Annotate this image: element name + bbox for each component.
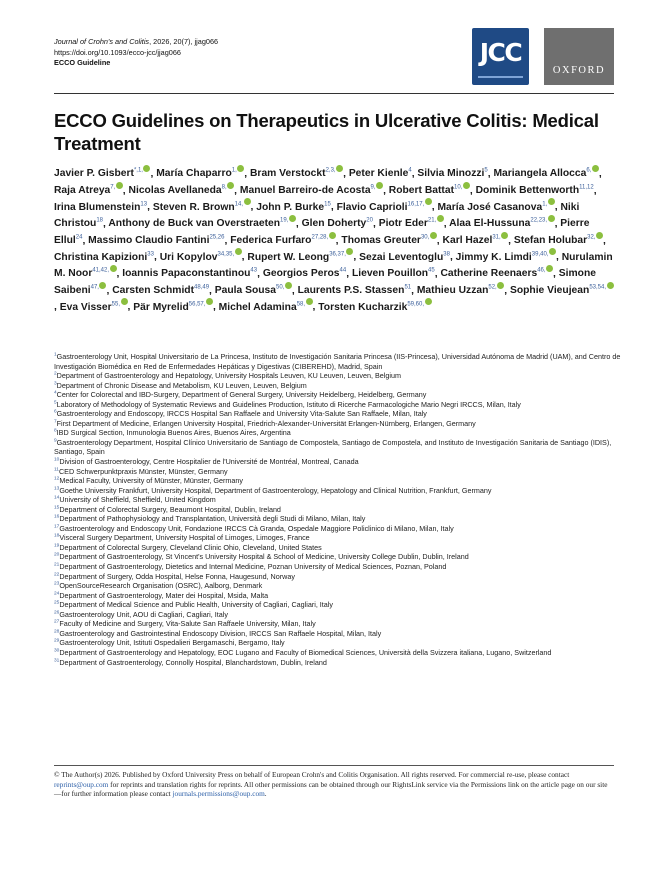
author-name[interactable]: Laurents P.S. Stassen — [297, 285, 405, 297]
affiliation-item — [54, 371, 624, 381]
author-entry — [263, 268, 346, 279]
affiliation-text: CED Schwerpunktpraxis Münster, Münster, Germany — [58, 466, 228, 476]
author-affiliation-ref[interactable]: 20 — [366, 218, 373, 225]
affiliation-item — [54, 381, 624, 391]
author-name[interactable]: Stefan Holubar — [513, 235, 588, 247]
affiliation-item — [54, 533, 624, 543]
affiliation-text: Gastroenterology Unit, Istituti Ospedalieri Bergamaschi, Bergamo, Italy — [59, 638, 285, 648]
author-name[interactable]: Alaa El-Hussuna — [449, 218, 531, 230]
author-name[interactable]: Jimmy K. Limdi — [455, 251, 532, 263]
article-section: ECCO Guideline — [54, 58, 111, 68]
affiliation-text: Department of Medical Science and Public Health, University of Cagliari, Cagliari, Italy — [59, 600, 333, 610]
author-affiliation-ref[interactable]: 11,12 — [579, 184, 594, 191]
orcid-icon[interactable] — [548, 215, 555, 222]
affiliation-number: 23 — [54, 581, 60, 587]
author-name[interactable]: Pierre Ellul — [54, 218, 590, 247]
author-affiliation-ref[interactable]: 18 — [96, 218, 104, 225]
article-title: ECCO Guidelines on Therapeutics in Ulcerative Colitis: Medical Treatment — [54, 110, 599, 154]
author-entry — [129, 185, 235, 196]
orcid-icon[interactable] — [425, 198, 432, 205]
jcc-logo-bar — [478, 76, 523, 78]
affiliation-text: Department of Pathophysiology and Transplantation, Università degli Studi di Milano, Milan, Italy — [59, 514, 366, 524]
author-affiliation-ref[interactable]: 58, — [296, 301, 306, 308]
jcc-logo — [472, 28, 529, 85]
affiliation-number: 8 — [54, 428, 57, 434]
orcid-icon[interactable] — [425, 298, 432, 305]
author-affiliation-ref[interactable]: 56,57, — [188, 301, 206, 308]
affiliation-item — [54, 629, 624, 639]
author-name[interactable]: Michel Adamina — [218, 301, 297, 313]
author-entry — [417, 168, 487, 179]
affiliation-text: IBD Surgical Section, Inmunologia Buenos Aires, Buenos Aires, Argentina — [56, 428, 291, 438]
author-affiliation-ref[interactable]: 21, — [427, 218, 437, 225]
affiliation-text: Gastroenterology and Endoscopy Unit, Fondazione IRCCS Cà Granda, Ospedale Maggiore Policlinico di Milano, Milan, Italy — [59, 523, 454, 533]
author-affiliation-ref[interactable]: 48,49 — [194, 284, 210, 291]
affiliation-number: 20 — [54, 553, 60, 559]
orcid-icon[interactable] — [110, 265, 117, 272]
affiliation-item — [54, 514, 624, 524]
affiliation-list — [54, 352, 624, 667]
orcid-icon[interactable] — [549, 248, 556, 255]
author-name[interactable]: Manuel Barreiro-de Acosta — [239, 185, 371, 197]
orcid-icon[interactable] — [285, 282, 292, 289]
author-entry — [417, 285, 504, 296]
author-entry — [153, 202, 251, 213]
affiliation-text: First Department of Medicine, Erlangen University Hospital, Friedrich-Alexander-Universität Erlangen-Nürnberg, Erlangen, Germany — [56, 418, 476, 428]
author-entry — [443, 235, 509, 246]
author-affiliation-ref[interactable]: 10, — [454, 184, 463, 191]
author-entry — [240, 185, 383, 196]
orcid-icon[interactable] — [497, 282, 504, 289]
author-entry — [215, 285, 292, 296]
orcid-icon[interactable] — [346, 248, 353, 255]
author-entry — [60, 302, 128, 313]
affiliation-number: 21 — [54, 562, 60, 568]
affiliation-item — [54, 428, 624, 438]
orcid-icon[interactable] — [463, 182, 470, 189]
affiliation-number: 14 — [54, 495, 60, 501]
affiliation-item — [54, 390, 624, 400]
author-name[interactable]: Lieven Pouillon — [351, 268, 429, 280]
journal-header — [54, 37, 218, 69]
affiliation-text: Gastroenterology Department, Hospital Clínico Universitario de Santiago de Compostela, Santiago de Compostela, and Instituto de Investigación Sanitaria de Santiago (IDIS), Santiago, Spain — [54, 437, 612, 457]
author-affiliation-ref[interactable]: 1, — [542, 201, 548, 208]
author-affiliation-ref[interactable]: 5 — [484, 168, 488, 174]
author-affiliation-ref[interactable]: 7, — [110, 184, 116, 191]
orcid-icon[interactable] — [306, 298, 313, 305]
affiliation-number: 1 — [54, 352, 57, 358]
author-name[interactable]: Rupert W. Leong — [247, 251, 330, 263]
affiliation-number: 25 — [54, 600, 60, 606]
affiliation-number: 27 — [54, 619, 60, 625]
affiliation-number: 2 — [54, 371, 57, 377]
author-name[interactable]: Pär Myrelid — [133, 301, 189, 313]
footer-divider — [54, 765, 614, 766]
affiliation-text: OpenSourceResearch Organisation (OSRC), Aalborg, Denmark — [59, 581, 263, 591]
affiliation-text: Department of Gastroenterology, Dietetics and Internal Medicine, Poznan University of Medical Sciences, Poznan, Poland — [59, 562, 447, 572]
affiliation-number: 11 — [54, 467, 59, 473]
author-affiliation-ref[interactable]: 46, — [537, 268, 546, 275]
author-entry — [54, 168, 150, 179]
author-entry — [122, 268, 257, 279]
affiliation-item — [54, 486, 624, 496]
affiliation-text: Department of Colorectal Surgery, Cleveland Clinic Ohio, Cleveland, United States — [59, 542, 322, 552]
author-affiliation-ref[interactable]: 4 — [408, 168, 412, 174]
author-affiliation-ref[interactable]: 47, — [90, 284, 99, 291]
affiliation-text: Visceral Surgery Department, University Hospital of Limoges, Limoges, France — [59, 533, 310, 543]
author-entry — [440, 268, 553, 279]
affiliation-text: Faculty of Medicine and Surgery, Vita-Salute San Raffaele University, Milan, Italy — [59, 619, 316, 629]
jcc-logo-text: JCC — [479, 38, 522, 67]
author-entry — [247, 252, 353, 263]
author-affiliation-ref[interactable]: 32, — [587, 234, 596, 241]
affiliation-text: Gastroenterology Unit, AOU di Cagliari, Cagliari, Italy — [59, 609, 228, 619]
author-entry — [54, 252, 154, 263]
author-entry — [156, 168, 244, 179]
orcid-icon[interactable] — [546, 265, 553, 272]
author-name[interactable]: Simone Saibeni — [54, 268, 596, 297]
author-entry — [54, 202, 147, 213]
author-name[interactable]: Federica Furfaro — [230, 235, 312, 247]
author-name[interactable]: Javier P. Gisbert — [54, 168, 134, 180]
header-divider — [54, 93, 614, 94]
author-entry — [359, 252, 450, 263]
journal-citation — [54, 37, 218, 48]
orcid-icon[interactable] — [116, 182, 123, 189]
author-name[interactable]: Torsten Kucharzik — [318, 301, 408, 313]
author-name[interactable]: Dominik Bettenworth — [475, 185, 580, 197]
author-name[interactable]: Uri Kopylov — [159, 251, 218, 263]
affiliation-item — [54, 467, 624, 477]
author-name[interactable]: Nicolas Avellaneda — [128, 185, 222, 197]
author-affiliation-ref[interactable]: 43 — [250, 268, 258, 275]
author-affiliation-ref[interactable]: 34,35, — [217, 251, 235, 258]
affiliation-number: 10 — [54, 457, 60, 463]
author-name[interactable]: Carsten Schmidt — [112, 285, 195, 297]
author-affiliation-ref[interactable]: 15 — [324, 201, 331, 208]
affiliation-number: 18 — [54, 534, 60, 539]
citation-details: , 2026, 20(7), jjag066 — [149, 37, 219, 46]
author-entry — [389, 185, 470, 196]
oxford-logo — [544, 28, 614, 85]
author-affiliation-ref[interactable]: 8, — [221, 184, 227, 191]
affiliation-item — [54, 543, 624, 553]
affiliation-text: Medical Faculty, University of Münster, Münster, Germany — [59, 476, 243, 486]
affiliation-text: Department of Chronic Disease and Metabolism, KU Leuven, Leuven, Belgium — [56, 380, 307, 390]
affiliation-text: Goethe University Frankfurt, University Hospital, Department of Gastroenterology, Hepatology and Clinical Nutrition, Frankfurt, Germany — [59, 485, 492, 495]
orcid-icon[interactable] — [376, 182, 383, 189]
author-entry — [510, 285, 614, 296]
affiliation-item — [54, 400, 624, 410]
author-name[interactable]: Silvia Minozzi — [417, 168, 485, 180]
affiliation-item — [54, 572, 624, 582]
orcid-icon[interactable] — [99, 282, 106, 289]
affiliation-number: 22 — [54, 572, 60, 578]
author-name[interactable]: Christina Kapizioni — [54, 251, 148, 263]
affiliation-item — [54, 658, 624, 668]
affiliation-number: 30 — [54, 648, 60, 654]
author-name[interactable]: Georgios Peros — [262, 268, 340, 280]
copyright-notice — [54, 770, 614, 799]
author-entry — [230, 235, 335, 246]
author-name[interactable]: Sezai Leventoglu — [359, 251, 444, 263]
author-entry — [256, 202, 331, 213]
orcid-icon[interactable] — [437, 215, 444, 222]
author-entry — [493, 168, 598, 179]
author-affiliation-ref[interactable]: 45 — [428, 268, 435, 275]
author-affiliation-ref[interactable]: 41,42, — [92, 268, 110, 275]
orcid-icon[interactable] — [244, 198, 251, 205]
affiliation-item — [54, 648, 624, 658]
author-entry — [349, 168, 412, 179]
orcid-icon[interactable] — [501, 232, 508, 239]
author-affiliation-ref[interactable]: 51 — [404, 284, 412, 291]
affiliation-number: 12 — [54, 476, 60, 482]
affiliation-text: Department of Gastroenterology and Hepatology, University Hospitals Leuven, KU Leuven, Leuven, Belgium — [56, 371, 401, 381]
orcid-icon[interactable] — [235, 248, 242, 255]
orcid-icon[interactable] — [336, 165, 343, 172]
author-affiliation-ref[interactable]: 9, — [370, 184, 376, 191]
orcid-icon[interactable] — [596, 232, 603, 239]
affiliation-number: 19 — [54, 543, 60, 549]
author-affiliation-ref[interactable]: 36,37, — [329, 251, 346, 258]
affiliation-text: Department of Gastroenterology, St Vincent's University Hospital & School of Medicine, University College Dublin, Dublin, Ireland — [59, 552, 469, 562]
author-name[interactable]: Paula Sousa — [214, 285, 277, 297]
affiliation-number: 28 — [54, 629, 60, 635]
affiliation-text: Department of Gastroenterology, Mater dei Hospital, Msida, Malta — [59, 590, 269, 600]
author-entry — [318, 302, 431, 313]
affiliation-number: 26 — [54, 610, 60, 616]
doi-link[interactable]: https://doi.org/10.1093/ecco-jcc/jjag066 — [54, 47, 181, 57]
affiliation-text: Gastroenterology and Endoscopy, IRCCS Hospital San Raffaele and University Vita-Salute San Raffaele, Milan, Italy — [56, 409, 427, 419]
affiliation-number: 5 — [54, 400, 57, 406]
author-name[interactable]: Irina Blumenstein — [54, 201, 141, 213]
author-entry — [108, 218, 296, 229]
copyright-text-3: . — [264, 789, 267, 799]
author-entry — [298, 285, 412, 296]
author-affiliation-ref[interactable]: 27,28, — [311, 234, 329, 241]
affiliation-item — [54, 591, 624, 601]
author-name[interactable]: Mathieu Uzzan — [416, 285, 489, 297]
author-affiliation-ref[interactable]: 1, — [231, 168, 237, 174]
author-name[interactable]: Peter Kienle — [348, 168, 409, 180]
affiliation-text: Division of Gastroenterology, Centre Hospitalier de l'Université de Montréal, Montreal, Canada — [59, 457, 359, 467]
affiliation-text: Department of Colorectal Surgery, Beaumont Hospital, Dublin, Ireland — [59, 504, 281, 514]
author-entry — [456, 252, 556, 263]
orcid-icon[interactable] — [237, 165, 244, 172]
author-entry — [437, 202, 554, 213]
oxford-logo-text: OXFORD — [552, 65, 606, 76]
affiliation-item — [54, 610, 624, 620]
author-entry — [250, 168, 343, 179]
reprints-email-link[interactable]: reprints@oup.com — [54, 779, 109, 789]
affiliation-number: 31 — [54, 658, 60, 664]
author-entry — [514, 235, 603, 246]
author-entry — [219, 302, 313, 313]
author-name[interactable]: Massimo Claudio Fantini — [88, 235, 210, 247]
author-name[interactable]: Ioannis Papaconstantinou — [122, 268, 251, 280]
author-affiliation-ref[interactable]: 33 — [147, 251, 154, 258]
affiliation-number: 17 — [54, 524, 60, 530]
author-name[interactable]: Robert Battat — [388, 185, 455, 197]
orcid-icon[interactable] — [548, 198, 555, 205]
author-entry — [337, 202, 432, 213]
affiliation-text: Center for Colorectal and IBD-Surgery, Department of General Surgery, University Heidelberg, Heidelberg, Germany — [56, 390, 427, 400]
affiliation-item — [54, 409, 624, 419]
author-entry — [476, 185, 594, 196]
orcid-icon[interactable] — [607, 282, 614, 289]
affiliation-item — [54, 476, 624, 486]
affiliation-number: 29 — [54, 639, 60, 645]
orcid-icon[interactable] — [206, 298, 213, 305]
author-name[interactable]: Mariangela Allocca — [493, 168, 587, 180]
author-name[interactable]: Catherine Reenaers — [440, 268, 538, 280]
author-name[interactable]: Karl Hazel — [442, 235, 493, 247]
affiliation-text: Gastroenterology and Gastrointestinal Endoscopy Division, IRCCS San Raffaele Hospital, Milan, Italy — [59, 628, 382, 638]
author-entry — [302, 218, 373, 229]
author-affiliation-ref[interactable]: 55, — [111, 301, 120, 308]
author-name[interactable]: María Chaparro — [156, 168, 232, 180]
affiliation-item — [54, 524, 624, 534]
author-affiliation-ref[interactable]: 31, — [492, 234, 501, 241]
affiliation-item — [54, 419, 624, 429]
author-affiliation-ref[interactable]: 39,40, — [531, 251, 549, 258]
author-name[interactable]: Bram Verstockt — [250, 168, 326, 180]
affiliation-number: 24 — [54, 591, 60, 597]
author-affiliation-ref[interactable]: 19, — [280, 218, 289, 225]
author-name[interactable]: Anthony de Buck van Overstraeten — [108, 218, 281, 230]
author-name[interactable]: Glen Doherty — [301, 218, 367, 230]
author-affiliation-ref[interactable]: 38 — [443, 251, 450, 258]
author-entry — [112, 285, 209, 296]
author-affiliation-ref[interactable]: 53,54, — [589, 284, 606, 291]
author-affiliation-ref[interactable]: 52, — [488, 284, 497, 291]
author-name[interactable]: Steven R. Brown — [152, 201, 235, 213]
affiliation-item — [54, 438, 624, 457]
author-name[interactable]: Eva Visser — [59, 301, 112, 313]
author-entry — [449, 218, 554, 229]
affiliation-item — [54, 562, 624, 572]
affiliation-item — [54, 619, 624, 629]
author-entry — [341, 235, 436, 246]
author-name[interactable]: Thomas Greuter — [341, 235, 421, 247]
affiliation-item — [54, 638, 624, 648]
author-entry — [352, 268, 435, 279]
author-entry — [133, 302, 213, 313]
affiliation-number: 6 — [54, 409, 57, 415]
affiliation-item — [54, 600, 624, 610]
affiliation-number: 16 — [54, 514, 60, 520]
author-entry — [379, 218, 444, 229]
orcid-icon[interactable] — [121, 298, 128, 305]
author-affiliation-ref[interactable]: 30, — [420, 234, 430, 241]
author-affiliation-ref[interactable]: 22,23, — [530, 218, 548, 225]
affiliation-item — [54, 495, 624, 505]
author-affiliation-ref[interactable]: 6, — [586, 168, 592, 174]
author-entry — [88, 235, 224, 246]
author-affiliation-ref[interactable]: 2,3, — [325, 168, 336, 174]
affiliation-item — [54, 352, 624, 371]
orcid-icon[interactable] — [143, 165, 150, 172]
affiliation-item — [54, 457, 624, 467]
affiliation-number: 3 — [54, 381, 57, 387]
author-affiliation-ref[interactable]: 44 — [339, 268, 347, 275]
orcid-icon[interactable] — [289, 215, 296, 222]
journal-name: Journal of Crohn's and Colitis — [54, 37, 150, 46]
affiliation-item — [54, 552, 624, 562]
affiliation-number: 13 — [54, 486, 60, 492]
author-entry — [160, 252, 242, 263]
author-name[interactable]: María José Casanova — [437, 201, 543, 213]
author-affiliation-ref[interactable]: *,1, — [133, 168, 143, 174]
affiliation-text: Gastroenterology Unit, Hospital Universitario de La Princesa, Instituto de Investigación Sanitaria Princesa (IIS-Princesa), Universidad Autónoma de Madrid (UAM), and Centro de Investigación Biomédica en Red de Enfermedades Hepáticas y Digestivas (CIBEREHD), Madrid, Spain — [54, 352, 621, 371]
author-name[interactable]: Nurulamin M. Noor — [54, 251, 613, 280]
author-affiliation-ref[interactable]: 14, — [234, 201, 243, 208]
affiliation-item — [54, 505, 624, 515]
author-name[interactable]: Raja Atreya — [54, 185, 111, 197]
author-name[interactable]: Flavio Caprioli — [336, 201, 408, 213]
affiliation-number: 7 — [54, 419, 57, 425]
orcid-icon[interactable] — [592, 165, 599, 172]
author-name[interactable]: Niki Christou — [54, 201, 580, 230]
author-affiliation-ref[interactable]: 13 — [140, 201, 148, 208]
orcid-icon[interactable] — [329, 232, 336, 239]
author-affiliation-ref[interactable]: 24 — [75, 234, 83, 241]
author-affiliation-ref[interactable]: 50, — [276, 284, 285, 291]
orcid-icon[interactable] — [430, 232, 437, 239]
author-entry — [54, 185, 123, 196]
permissions-email-link[interactable]: journals.permissions@oup.com — [172, 789, 265, 799]
orcid-icon[interactable] — [227, 182, 234, 189]
author-name[interactable]: Sophie Vieujean — [509, 285, 590, 297]
affiliation-number: 15 — [54, 505, 60, 511]
author-name[interactable]: Piotr Eder — [378, 218, 428, 230]
affiliation-text: Department of Gastroenterology, Connolly Hospital, Blanchardstown, Dublin, Ireland — [59, 657, 327, 667]
affiliation-text: University of Sheffield, Sheffield, United Kingdom — [59, 495, 216, 505]
affiliation-text: Department of Surgery, Odda Hospital, Helse Fonna, Haugesund, Norway — [59, 571, 295, 581]
author-list: Javier P. Gisbert$^{*,1,}$ , María Chaparro$^{1,}$ , Bram Verstockt$^{2,3,}$ , Peter Kienle$^4$, Silvia Minozzi$^5$, Mariangela Allocca$^{6,}$ , Raja Atreya$^{7,}$ , Nicolas Avellaneda$^{8,}$ , Manuel Barreiro-de Acosta$^{9,}$ , Robert Battat$^{10,}$ , Dominik Bettenworth$^{11,12}$, Irina Blumenstein$^{13}$, Steven R. Brown$^{14,}$ , John P. Burke$^{15}$, Flavio Caprioli$^{16,17,}$ , María José Casanova$^{1,}$ , Niki Christou$^{18}$, Anthony de Buck van Overstraeten$^{19,}$ , Glen Doherty$^{20}$, Piotr Eder$^{21,}$ , Alaa El-Hussuna$^{22,23,}$ , Pierre Ellul$^{24}$, Massimo Claudio Fantini$^{25,26}$, Federica Furfaro$^{27,28,}$ , Thomas Greuter$^{30,}$ , Karl Hazel$^{31,}$ , Stefan Holubar$^{32,}$ , Christina Kapizioni$^{33}$, Uri Kopylov$^{34,35,}$ , Rupert W. Leong$^{36,37,}$ , Sezai Leventoglu$^{38}$, Jimmy K. Limdi$^{39,40,}$ , Nurulamin M. Noor$^{41,42,}$ , Ioannis Papaconstantinou$^{43}$, Georgios Peros$^{44}$, Lieven Pouillon$^{45}$, Catherine Reenaers$^{46,}$ , Simone Saibeni$^{47,}$ , Carsten Schmidt$^{48,49}$, Paula Sousa$^{50,}$ , Laurents P.S. Stassen$^{51}$, Mathieu Uzzan$^{52,}$ , Sophie Vieujean$^{53,54,}$, Eva Visser$^{55,}$ , Pär Myrelid$^{56,57,}$ , Michel Adamina$^{58,}$ , Torsten Kucharzik$^{59,60,}$ — [54, 165, 614, 315]
copyright-text-2: for reprints and translation rights for reprints. All other permissions can be obtained through our RightsLink service via the Permissions link on the article page on our site—for further information please contact — [54, 779, 608, 799]
affiliation-text: Department of Gastroenterology and Hepatology, EOC Lugano and Faculty of Biomedical Sciences, Università della Svizzera italiana, Lugano, Switzerland — [59, 647, 552, 657]
affiliation-number: 9 — [54, 438, 57, 444]
affiliation-number: 4 — [54, 390, 57, 396]
author-affiliation-ref[interactable]: 16,17, — [407, 201, 425, 208]
author-affiliation-ref[interactable]: 59,60, — [407, 301, 425, 308]
affiliation-text: Laboratory of Methodology of Systematic Reviews and Guidelines Production, Istituto di Ricerche Farmacologiche Mario Negri IRCCS, Milan, Italy — [56, 399, 521, 409]
author-affiliation-ref[interactable]: 25,26 — [209, 234, 225, 241]
affiliation-item — [54, 581, 624, 591]
copyright-text-1: © The Author(s) 2026. Published by Oxford University Press on behalf of European Crohn's and Colitis Organisation. All rights reserved. For commercial re-use, please contact — [54, 770, 570, 779]
author-name[interactable]: John P. Burke — [256, 201, 325, 213]
